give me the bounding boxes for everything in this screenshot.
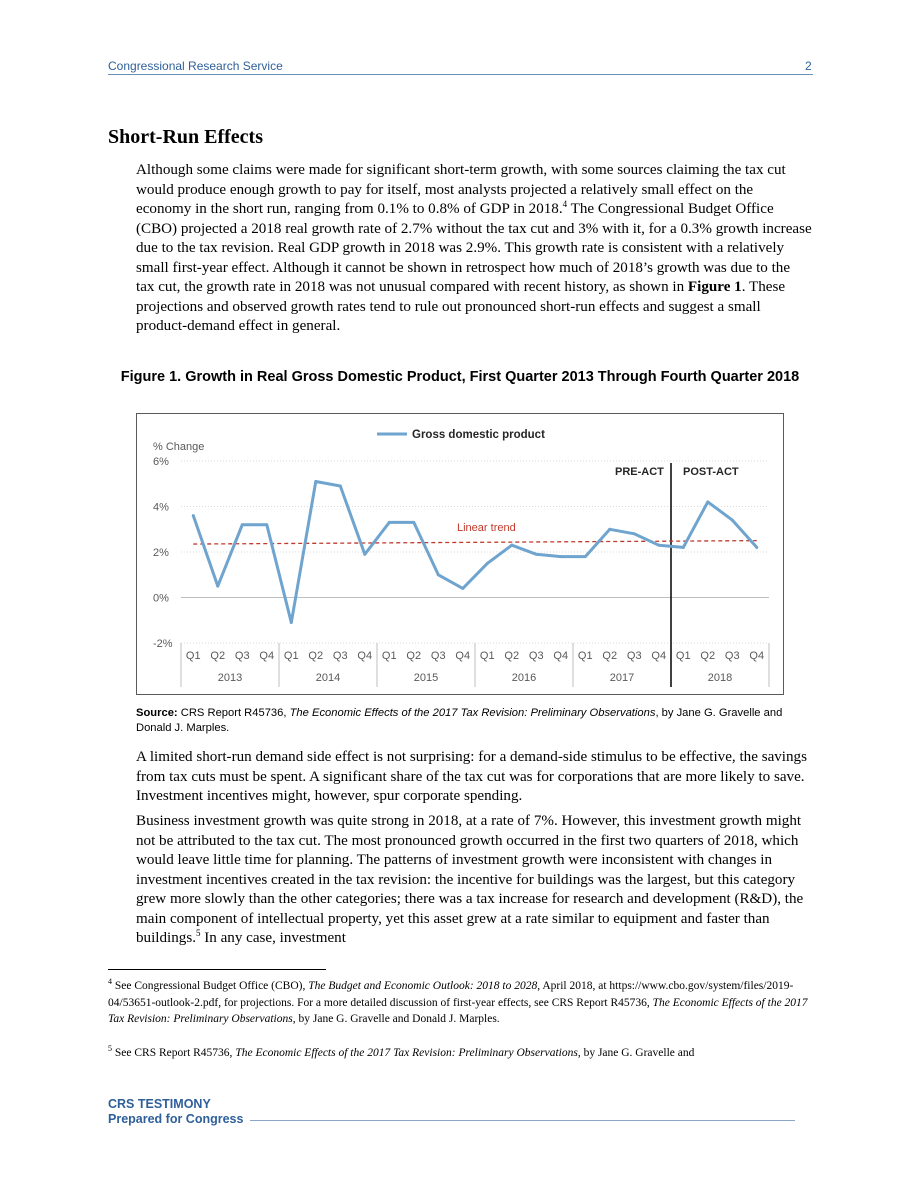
data-point xyxy=(584,555,587,558)
data-point xyxy=(559,555,562,558)
x-tick-label: Q1 xyxy=(185,650,201,662)
y-tick-label: -2% xyxy=(153,638,173,650)
paragraph-1-text-b: The Congressional Budget Office (CBO) projected a 2018 real growth rate of 2.7% without the tax cut and 3% with it, for a 0.3% growth increase due to the tax revision. Real GDP growth in 2018 was 2.9%. This growth rate is consistent with a relatively small first-year effect. Although it cannot be shown in retrospect how much of 2018’s growth was due to the tax cut, the growth rate in 2018 was not unusual compared with recent history, as shown in xyxy=(136,201,812,295)
x-tick-label: Q2 xyxy=(210,650,226,662)
trend-label: Linear trend xyxy=(457,522,516,534)
data-point xyxy=(682,546,685,549)
x-tick-label: Q4 xyxy=(357,650,373,662)
footnote-4-text-a: See Congressional Budget Office (CBO), xyxy=(112,980,309,992)
x-tick-label: Q2 xyxy=(504,650,520,662)
data-point xyxy=(314,480,317,483)
y-tick-label: 6% xyxy=(153,456,169,468)
x-tick-label: Q2 xyxy=(700,650,716,662)
data-point xyxy=(461,587,464,590)
footnote-5-title: The Economic Effects of the 2017 Tax Revision: Preliminary Observations xyxy=(235,1047,578,1059)
footnote-4-text-c: , by Jane G. Gravelle and Donald J. Marples. xyxy=(292,1013,500,1025)
y-tick-label: 0% xyxy=(153,592,169,605)
data-point xyxy=(339,485,342,488)
data-point xyxy=(755,546,758,549)
x-tick-label: Q3 xyxy=(234,650,250,662)
x-tick-label: Q4 xyxy=(455,650,471,662)
footer-tagline: Prepared for Congress xyxy=(108,1112,244,1126)
pre-act-label: PRE-ACT xyxy=(615,466,664,478)
x-year-label: 2013 xyxy=(217,672,243,684)
x-tick-label: Q1 xyxy=(479,650,495,662)
data-point xyxy=(388,521,391,524)
data-point xyxy=(731,519,734,522)
x-year-label: 2014 xyxy=(315,672,341,684)
x-tick-label: Q1 xyxy=(381,650,397,662)
data-point xyxy=(633,532,636,535)
section-title: Short-Run Effects xyxy=(108,126,263,148)
footer-rule xyxy=(250,1120,795,1121)
x-tick-label: Q1 xyxy=(675,650,691,662)
footnote-rule xyxy=(108,969,326,970)
data-point xyxy=(216,585,219,588)
x-tick-label: Q3 xyxy=(724,650,740,662)
x-tick-label: Q4 xyxy=(553,650,569,662)
x-tick-label: Q2 xyxy=(308,650,324,662)
figure-1-reference: Figure 1 xyxy=(687,279,742,295)
x-tick-label: Q1 xyxy=(283,650,299,662)
trend-line xyxy=(193,541,757,544)
footnote-4-number: 4 xyxy=(108,977,112,987)
paragraph-3-text-a: Business investment growth was quite strong in 2018, at a rate of 7%. However, this investment growth might not be attributed to the tax cut. The most pronounced growth occurred in the first two quarters of 2018, which would leave little time for planning. The patterns of investment growth were inconsistent with changes in investment incentives created in the tax revision: the incentive for buildings was the largest, but this category grew more slowly than the other categories; there was a tax increase for research and development (R&D), the main component of intellectual property, yet this asset grew at a rate similar to equipment and faster than buildings. xyxy=(136,813,804,946)
y-tick-label: 2% xyxy=(153,547,169,559)
footnote-ref-4[interactable]: 4 xyxy=(562,198,568,209)
data-point xyxy=(706,500,709,503)
x-tick-label: Q1 xyxy=(577,650,593,662)
data-point xyxy=(363,553,366,556)
data-point xyxy=(265,523,268,526)
data-point xyxy=(412,521,415,524)
page-number: 2 xyxy=(805,59,812,73)
data-point xyxy=(192,514,195,517)
footnote-4-text-b: , April 2018, at https://www.cbo.gov/system/files/2019-04/53651-outlook-2.pdf, for projections. For a more detailed discussion of first-year effects, see CRS Report R45736, xyxy=(108,980,794,1009)
footer-brand: CRS TESTIMONY xyxy=(108,1097,211,1111)
source-label: Source: xyxy=(136,707,178,719)
x-tick-label: Q3 xyxy=(626,650,642,662)
footnote-ref-5[interactable]: 5 xyxy=(195,927,201,938)
data-point xyxy=(486,562,489,565)
paragraph-1-text-c: . These projections and observed growth rates tend to rule out pronounced short-run effects and suggest a small product-demand effect in general. xyxy=(136,279,786,334)
running-header-source: Congressional Research Service xyxy=(108,59,283,73)
x-tick-label: Q2 xyxy=(602,650,618,662)
x-tick-label: Q4 xyxy=(749,650,765,662)
x-tick-label: Q3 xyxy=(528,650,544,662)
source-report-title: The Economic Effects of the 2017 Tax Revision: Preliminary Observations xyxy=(289,707,656,719)
data-point xyxy=(657,544,660,547)
y-axis-label: % Change xyxy=(153,441,205,453)
data-point xyxy=(535,553,538,556)
source-text-a: CRS Report R45736, xyxy=(177,707,290,719)
data-point xyxy=(290,621,293,624)
x-year-label: 2017 xyxy=(609,672,635,684)
paragraph-3 xyxy=(136,812,812,949)
gdp-growth-chart xyxy=(136,413,784,695)
header-rule xyxy=(108,74,813,75)
paragraph-2: A limited short-run demand side effect is not surprising: for a demand-side stimulus to be effective, the savings from tax cuts must be spent. A significant share of the tax cut was for corporations that are more likely to save. Investment incentives might, however, spur corporate spending. xyxy=(136,749,807,804)
x-tick-label: Q4 xyxy=(651,650,667,662)
footnote-5-text-b: , by Jane G. Gravelle and xyxy=(577,1047,695,1059)
footnote-5-number: 5 xyxy=(108,1044,112,1054)
x-year-label: 2016 xyxy=(511,672,537,684)
x-year-label: 2018 xyxy=(707,672,733,684)
x-tick-label: Q2 xyxy=(406,650,422,662)
footnote-4-title-2: The Economic Effects of the 2017 Tax Revision: Preliminary Observations xyxy=(108,996,808,1025)
post-act-label: POST-ACT xyxy=(683,466,739,478)
y-tick-label: 4% xyxy=(153,501,169,514)
x-year-label: 2015 xyxy=(413,672,439,684)
footnote-4 xyxy=(108,978,813,1028)
footnote-5-text-a: See CRS Report R45736, xyxy=(112,1047,236,1059)
data-point xyxy=(608,528,611,531)
x-tick-label: Q4 xyxy=(259,650,275,662)
paragraph-1 xyxy=(136,161,812,337)
source-text-b: , by Jane G. Gravelle and Donald J. Marples. xyxy=(136,707,783,734)
chart-svg xyxy=(137,414,783,694)
data-point xyxy=(241,523,244,526)
x-tick-label: Q3 xyxy=(332,650,348,662)
figure-caption: Figure 1. Growth in Real Gross Domestic Product, First Quarter 2013 Through Fourth Quarter 2018 xyxy=(120,369,800,385)
paragraph-1-text-a: Although some claims were made for significant short-term growth, with some sources claiming the tax cut would produce enough growth to pay for itself, most analysts projected a relatively small effect on the economy in the short run, ranging from 0.1% to 0.8% of GDP in 2018. xyxy=(136,162,786,217)
data-point xyxy=(437,573,440,576)
footnote-5 xyxy=(108,1045,813,1062)
data-point xyxy=(510,544,513,547)
paragraph-3-text-b: In any case, investment xyxy=(200,930,346,946)
figure-source-note xyxy=(136,706,812,736)
legend-label: Gross domestic product xyxy=(412,429,545,441)
footnote-4-title-1: The Budget and Economic Outlook: 2018 to 2028 xyxy=(308,980,538,992)
x-tick-label: Q3 xyxy=(430,650,446,662)
